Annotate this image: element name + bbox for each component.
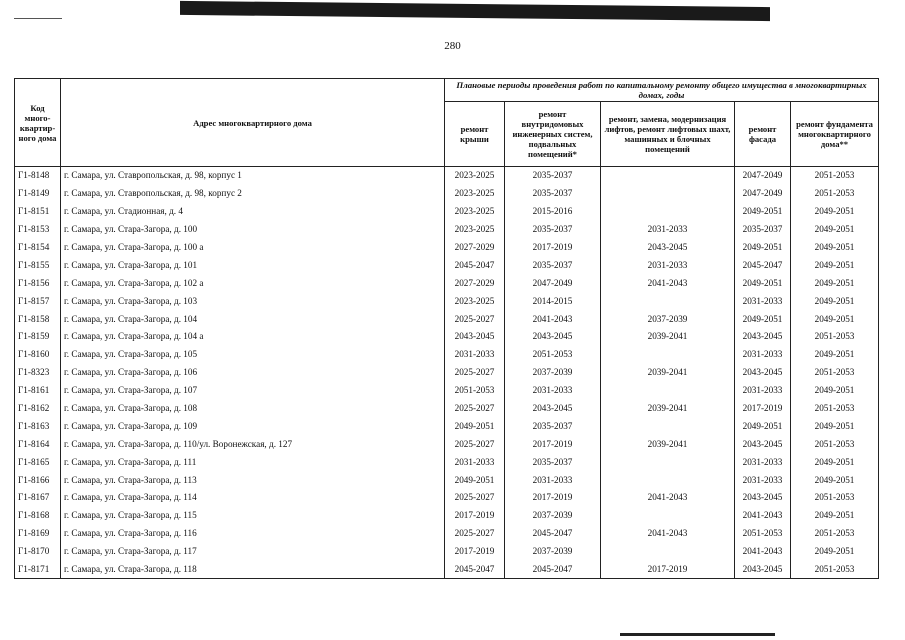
- row-facade: 2043-2045: [735, 435, 791, 453]
- row-roof: 2043-2045: [445, 328, 505, 346]
- row-address: г. Самара, ул. Ставропольская, д. 98, корпус 1: [61, 167, 445, 185]
- row-foundation: 2051-2053: [791, 185, 879, 203]
- scan-artifact-bottom-bar: [620, 633, 775, 636]
- row-engineering: 2031-2033: [505, 382, 601, 400]
- row-address: г. Самара, ул. Стара-Загора, д. 104: [61, 310, 445, 328]
- row-code: Г1-8169: [15, 525, 61, 543]
- row-lifts: 2041-2043: [601, 489, 735, 507]
- row-lifts: [601, 471, 735, 489]
- row-engineering: 2015-2016: [505, 203, 601, 221]
- row-facade: 2031-2033: [735, 471, 791, 489]
- row-address: г. Самара, ул. Стара-Загора, д. 117: [61, 543, 445, 561]
- row-foundation: 2049-2051: [791, 256, 879, 274]
- row-address: г. Самара, ул. Стара-Загора, д. 118: [61, 561, 445, 579]
- row-lifts: 2039-2041: [601, 328, 735, 346]
- row-address: г. Самара, ул. Стара-Загора, д. 100 а: [61, 239, 445, 257]
- table-row: [15, 453, 879, 471]
- row-roof: 2027-2029: [445, 274, 505, 292]
- table-row: [15, 417, 879, 435]
- row-foundation: 2049-2051: [791, 346, 879, 364]
- table-row: [15, 256, 879, 274]
- row-address: г. Самара, ул. Стара-Загора, д. 102 а: [61, 274, 445, 292]
- row-code: Г1-8168: [15, 507, 61, 525]
- row-address: г. Самара, ул. Стара-Загора, д. 108: [61, 400, 445, 418]
- row-code: Г1-8149: [15, 185, 61, 203]
- row-lifts: 2041-2043: [601, 274, 735, 292]
- row-engineering: 2043-2045: [505, 328, 601, 346]
- row-foundation: 2049-2051: [791, 382, 879, 400]
- row-engineering: 2017-2019: [505, 435, 601, 453]
- page-number: 280: [444, 40, 461, 52]
- row-foundation: 2049-2051: [791, 417, 879, 435]
- row-engineering: 2047-2049: [505, 274, 601, 292]
- row-facade: 2043-2045: [735, 328, 791, 346]
- row-roof: 2025-2027: [445, 364, 505, 382]
- row-lifts: [601, 543, 735, 561]
- row-code: Г1-8166: [15, 471, 61, 489]
- table-row: [15, 435, 879, 453]
- row-foundation: 2049-2051: [791, 471, 879, 489]
- row-foundation: 2051-2053: [791, 435, 879, 453]
- row-lifts: 2039-2041: [601, 435, 735, 453]
- row-engineering: 2014-2015: [505, 292, 601, 310]
- row-lifts: 2039-2041: [601, 400, 735, 418]
- header-address: Адрес многоквартирного дома: [61, 79, 445, 167]
- row-address: г. Самара, ул. Стара-Загора, д. 113: [61, 471, 445, 489]
- row-foundation: 2051-2053: [791, 525, 879, 543]
- row-engineering: 2035-2037: [505, 221, 601, 239]
- row-facade: 2041-2043: [735, 543, 791, 561]
- row-lifts: [601, 507, 735, 525]
- row-lifts: 2043-2045: [601, 239, 735, 257]
- row-address: г. Самара, ул. Стара-Загора, д. 107: [61, 382, 445, 400]
- table-row: [15, 203, 879, 221]
- row-roof: 2025-2027: [445, 525, 505, 543]
- row-code: Г1-8171: [15, 561, 61, 579]
- scan-artifact-bar: [180, 1, 770, 21]
- row-engineering: 2035-2037: [505, 417, 601, 435]
- row-code: Г1-8165: [15, 453, 61, 471]
- row-roof: 2045-2047: [445, 561, 505, 579]
- row-code: Г1-8148: [15, 167, 61, 185]
- row-engineering: 2045-2047: [505, 561, 601, 579]
- row-address: г. Самара, ул. Стара-Загора, д. 105: [61, 346, 445, 364]
- table-row: [15, 543, 879, 561]
- header-roof: ремонт крыши: [445, 102, 505, 167]
- row-roof: 2023-2025: [445, 167, 505, 185]
- row-facade: 2043-2045: [735, 364, 791, 382]
- row-code: Г1-8159: [15, 328, 61, 346]
- scan-noise: [887, 300, 895, 320]
- row-lifts: 2031-2033: [601, 221, 735, 239]
- row-facade: 2049-2051: [735, 417, 791, 435]
- row-lifts: [601, 203, 735, 221]
- row-code: Г1-8164: [15, 435, 61, 453]
- table-row: [15, 221, 879, 239]
- row-lifts: 2039-2041: [601, 364, 735, 382]
- row-lifts: 2017-2019: [601, 561, 735, 579]
- row-facade: 2049-2051: [735, 203, 791, 221]
- row-roof: 2027-2029: [445, 239, 505, 257]
- row-foundation: 2049-2051: [791, 274, 879, 292]
- row-code: Г1-8155: [15, 256, 61, 274]
- row-address: г. Самара, ул. Стара-Загора, д. 101: [61, 256, 445, 274]
- table-row: [15, 525, 879, 543]
- row-foundation: 2049-2051: [791, 239, 879, 257]
- row-address: г. Самара, ул. Ставропольская, д. 98, корпус 2: [61, 185, 445, 203]
- row-lifts: [601, 382, 735, 400]
- row-roof: 2017-2019: [445, 543, 505, 561]
- row-code: Г1-8160: [15, 346, 61, 364]
- table-row: [15, 561, 879, 579]
- row-roof: 2025-2027: [445, 400, 505, 418]
- capital-repair-schedule-table: [14, 78, 879, 579]
- row-roof: 2045-2047: [445, 256, 505, 274]
- row-code: Г1-8161: [15, 382, 61, 400]
- row-foundation: 2049-2051: [791, 221, 879, 239]
- row-foundation: 2051-2053: [791, 364, 879, 382]
- row-facade: 2031-2033: [735, 346, 791, 364]
- row-roof: 2049-2051: [445, 471, 505, 489]
- row-facade: 2047-2049: [735, 185, 791, 203]
- row-facade: 2017-2019: [735, 400, 791, 418]
- row-facade: 2049-2051: [735, 274, 791, 292]
- row-foundation: 2051-2053: [791, 400, 879, 418]
- row-facade: 2051-2053: [735, 525, 791, 543]
- row-foundation: 2049-2051: [791, 292, 879, 310]
- table-row: [15, 328, 879, 346]
- row-code: Г1-8323: [15, 364, 61, 382]
- row-engineering: 2037-2039: [505, 543, 601, 561]
- row-roof: 2023-2025: [445, 185, 505, 203]
- row-lifts: 2037-2039: [601, 310, 735, 328]
- row-code: Г1-8153: [15, 221, 61, 239]
- row-facade: 2043-2045: [735, 489, 791, 507]
- table-row: [15, 167, 879, 185]
- table-row: [15, 382, 879, 400]
- table-row: [15, 471, 879, 489]
- table-row: [15, 185, 879, 203]
- row-roof: 2025-2027: [445, 435, 505, 453]
- row-engineering: 2017-2019: [505, 489, 601, 507]
- row-roof: 2023-2025: [445, 203, 505, 221]
- row-address: г. Самара, ул. Стара-Загора, д. 116: [61, 525, 445, 543]
- table-row: [15, 274, 879, 292]
- row-lifts: 2041-2043: [601, 525, 735, 543]
- row-roof: 2023-2025: [445, 221, 505, 239]
- row-facade: 2035-2037: [735, 221, 791, 239]
- row-facade: 2049-2051: [735, 239, 791, 257]
- row-roof: 2051-2053: [445, 382, 505, 400]
- header-code: Код много-квартир-ного дома: [15, 79, 61, 167]
- header-engineering: ремонт внутридомовых инженерных систем, подвальных помещений*: [505, 102, 601, 167]
- row-facade: 2031-2033: [735, 382, 791, 400]
- row-lifts: [601, 417, 735, 435]
- row-engineering: 2035-2037: [505, 185, 601, 203]
- row-roof: 2031-2033: [445, 346, 505, 364]
- row-facade: 2047-2049: [735, 167, 791, 185]
- row-engineering: 2035-2037: [505, 256, 601, 274]
- row-code: Г1-8163: [15, 417, 61, 435]
- row-facade: 2049-2051: [735, 310, 791, 328]
- row-foundation: 2049-2051: [791, 543, 879, 561]
- table-row: [15, 310, 879, 328]
- row-code: Г1-8167: [15, 489, 61, 507]
- row-lifts: [601, 292, 735, 310]
- row-engineering: 2035-2037: [505, 453, 601, 471]
- row-address: г. Самара, ул. Стара-Загора, д. 110/ул. Воронежская, д. 127: [61, 435, 445, 453]
- row-engineering: 2017-2019: [505, 239, 601, 257]
- row-code: Г1-8162: [15, 400, 61, 418]
- row-code: Г1-8151: [15, 203, 61, 221]
- row-engineering: 2031-2033: [505, 471, 601, 489]
- row-lifts: [601, 167, 735, 185]
- row-foundation: 2051-2053: [791, 489, 879, 507]
- row-roof: 2023-2025: [445, 292, 505, 310]
- row-engineering: 2041-2043: [505, 310, 601, 328]
- row-lifts: [601, 346, 735, 364]
- row-foundation: 2051-2053: [791, 328, 879, 346]
- table-row: [15, 489, 879, 507]
- row-code: Г1-8156: [15, 274, 61, 292]
- row-address: г. Самара, ул. Стара-Загора, д. 103: [61, 292, 445, 310]
- row-foundation: 2049-2051: [791, 453, 879, 471]
- row-roof: 2017-2019: [445, 507, 505, 525]
- row-foundation: 2051-2053: [791, 167, 879, 185]
- row-address: г. Самара, ул. Стара-Загора, д. 100: [61, 221, 445, 239]
- row-foundation: 2049-2051: [791, 507, 879, 525]
- table-row: [15, 292, 879, 310]
- table-row: [15, 239, 879, 257]
- row-address: г. Самара, ул. Стара-Загора, д. 104 а: [61, 328, 445, 346]
- row-facade: 2031-2033: [735, 453, 791, 471]
- row-lifts: 2031-2033: [601, 256, 735, 274]
- row-roof: 2025-2027: [445, 310, 505, 328]
- table-body: [15, 167, 879, 579]
- row-engineering: 2037-2039: [505, 507, 601, 525]
- row-foundation: 2051-2053: [791, 561, 879, 579]
- row-address: г. Самара, ул. Стара-Загора, д. 111: [61, 453, 445, 471]
- row-engineering: 2037-2039: [505, 364, 601, 382]
- row-lifts: [601, 453, 735, 471]
- row-address: г. Самара, ул. Стадионная, д. 4: [61, 203, 445, 221]
- row-roof: 2049-2051: [445, 417, 505, 435]
- table-row: [15, 346, 879, 364]
- row-facade: 2031-2033: [735, 292, 791, 310]
- row-roof: 2025-2027: [445, 489, 505, 507]
- row-address: г. Самара, ул. Стара-Загора, д. 114: [61, 489, 445, 507]
- header-foundation: ремонт фундамента многоквартирного дома**: [791, 102, 879, 167]
- row-code: Г1-8154: [15, 239, 61, 257]
- row-address: г. Самара, ул. Стара-Загора, д. 115: [61, 507, 445, 525]
- row-code: Г1-8170: [15, 543, 61, 561]
- row-foundation: 2049-2051: [791, 203, 879, 221]
- header-lifts: ремонт, замена, модернизация лифтов, ремонт лифтовых шахт, машинных и блочных помещений: [601, 102, 735, 167]
- row-code: Г1-8157: [15, 292, 61, 310]
- row-engineering: 2051-2053: [505, 346, 601, 364]
- row-engineering: 2035-2037: [505, 167, 601, 185]
- row-lifts: [601, 185, 735, 203]
- row-facade: 2041-2043: [735, 507, 791, 525]
- header-periods-title: Плановые периоды проведения работ по капитальному ремонту общего имущества в многоквартирных домах, годы: [445, 79, 879, 102]
- row-engineering: 2045-2047: [505, 525, 601, 543]
- table-row: [15, 364, 879, 382]
- table-row: [15, 400, 879, 418]
- row-engineering: 2043-2045: [505, 400, 601, 418]
- scan-artifact-line: [14, 18, 62, 19]
- table-row: [15, 507, 879, 525]
- row-facade: 2043-2045: [735, 561, 791, 579]
- row-address: г. Самара, ул. Стара-Загора, д. 106: [61, 364, 445, 382]
- row-facade: 2045-2047: [735, 256, 791, 274]
- row-roof: 2031-2033: [445, 453, 505, 471]
- row-foundation: 2049-2051: [791, 310, 879, 328]
- row-code: Г1-8158: [15, 310, 61, 328]
- header-facade: ремонт фасада: [735, 102, 791, 167]
- row-address: г. Самара, ул. Стара-Загора, д. 109: [61, 417, 445, 435]
